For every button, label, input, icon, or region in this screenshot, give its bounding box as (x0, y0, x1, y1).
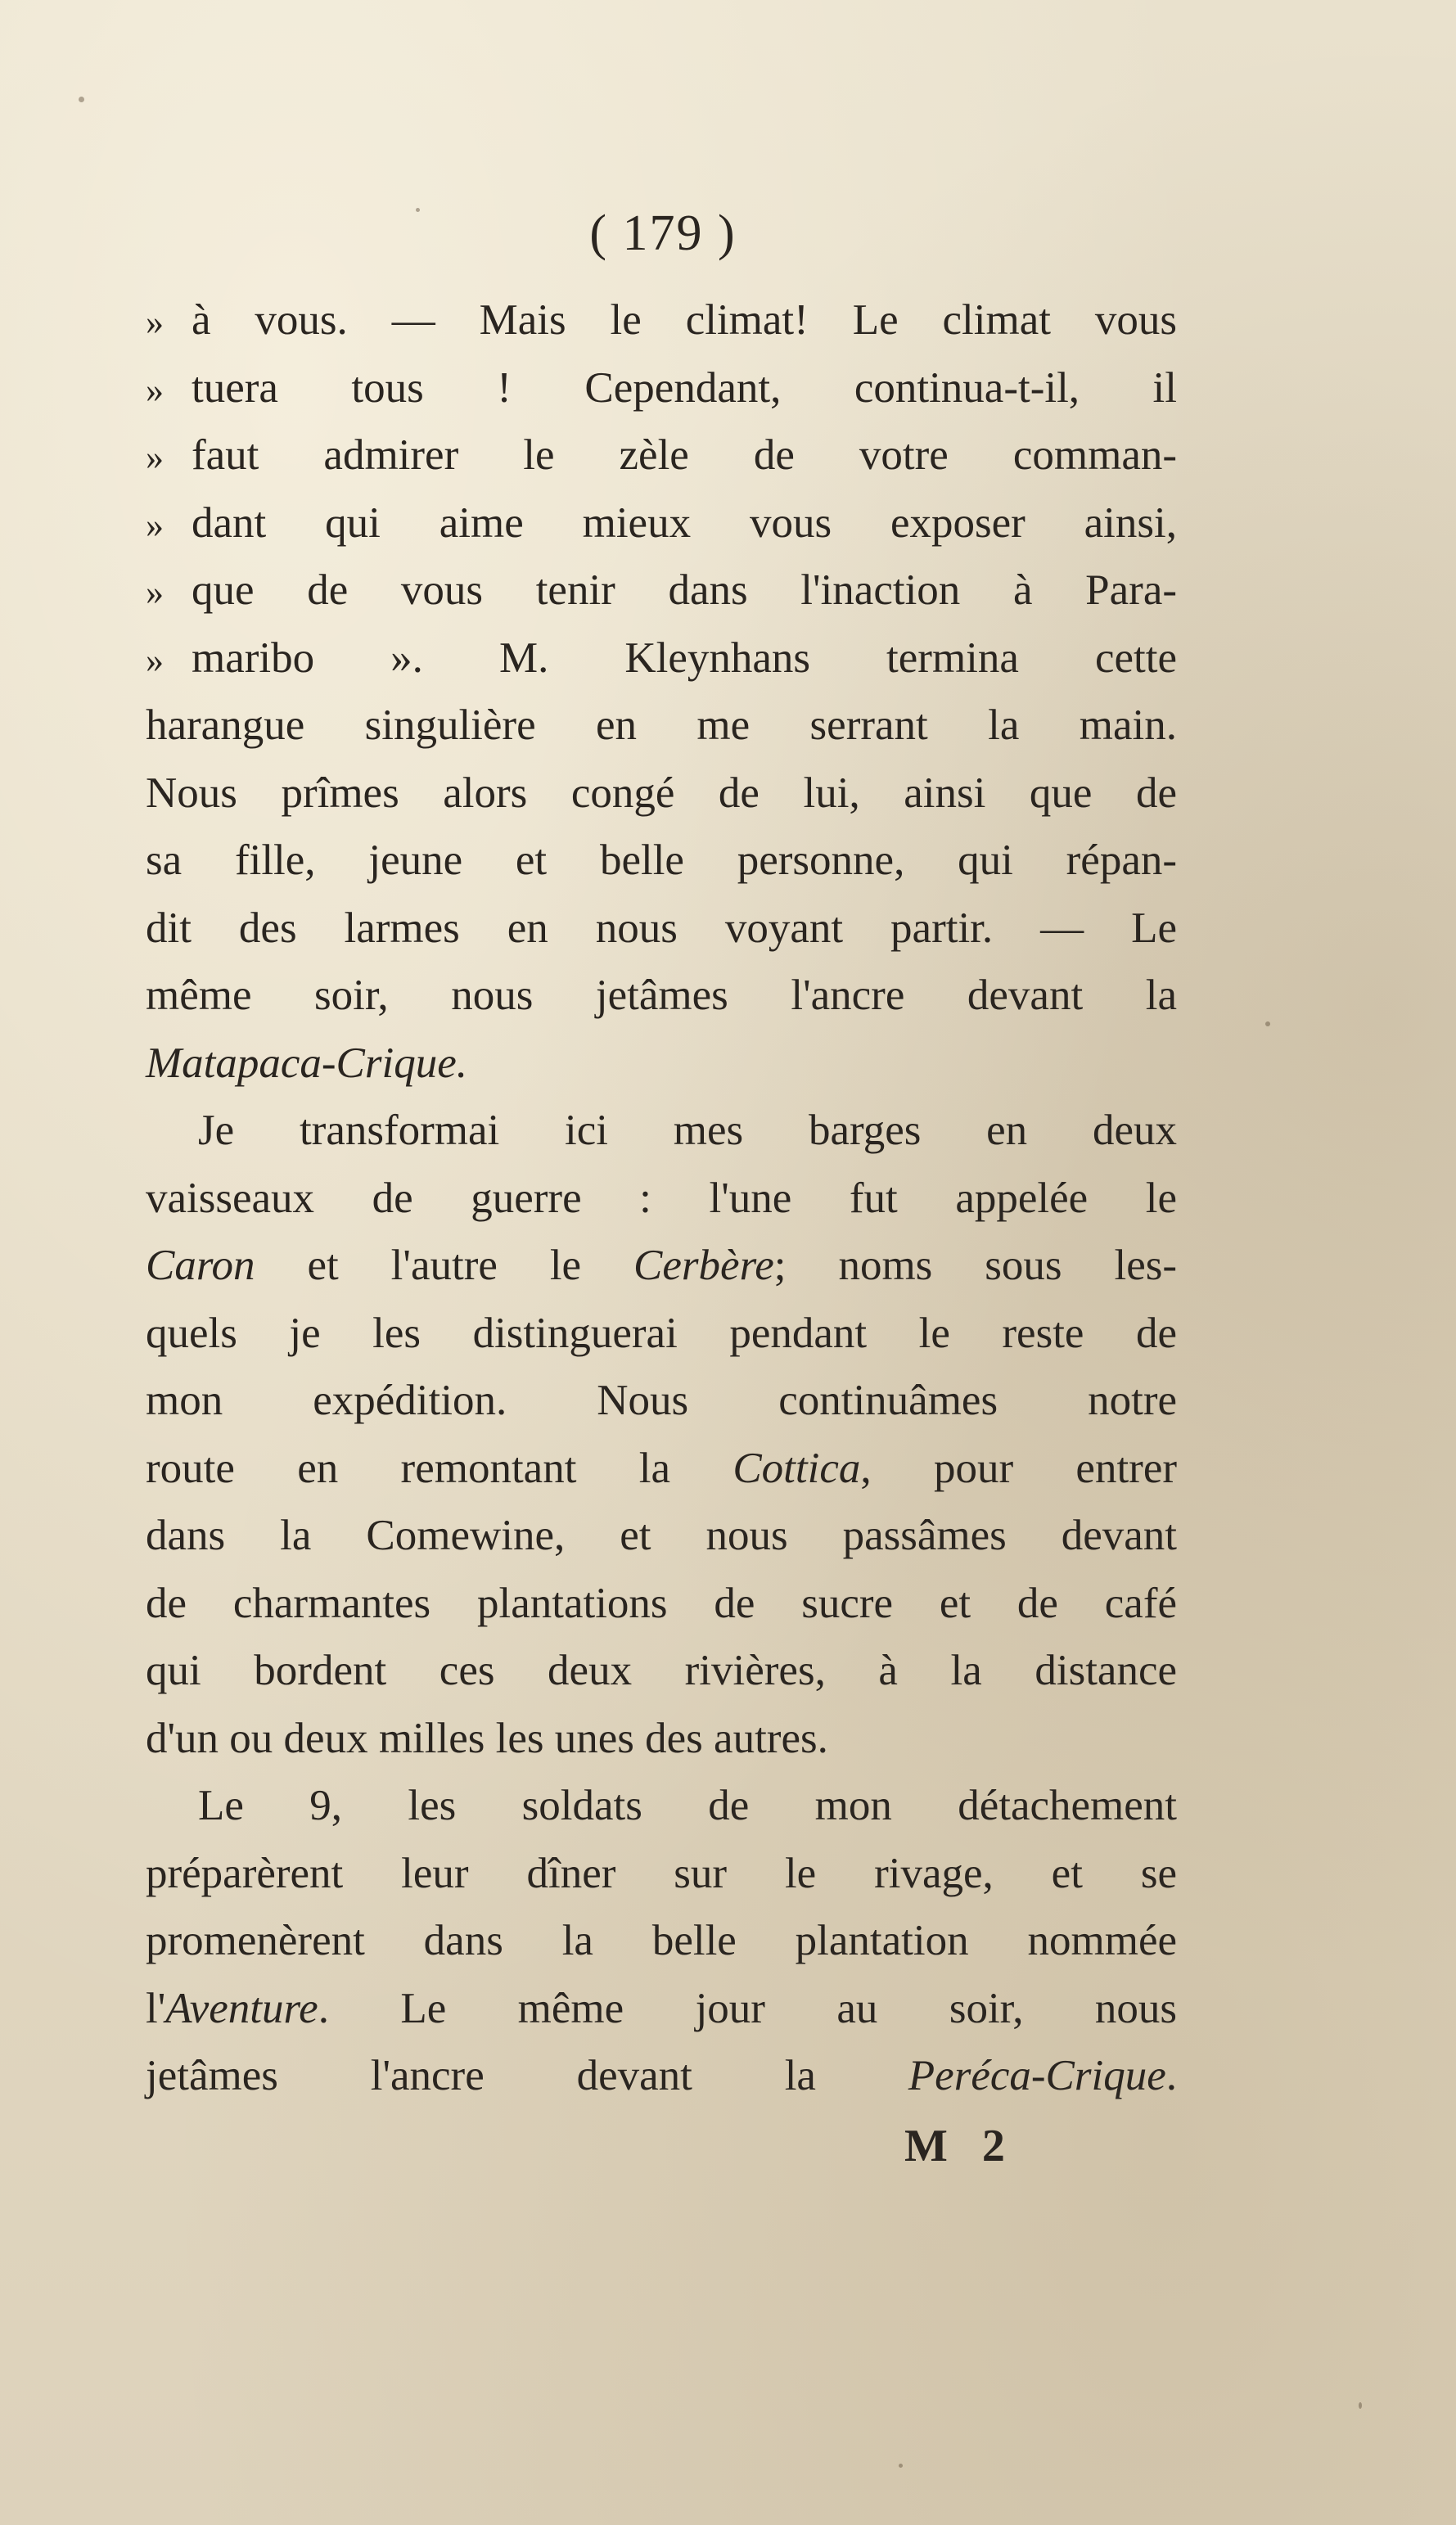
quote-mark: » (146, 369, 164, 410)
text-line-8-content: Nous prîmes alors congé de lui, ainsi que de (146, 769, 1177, 817)
text-line-7 (146, 692, 1177, 760)
text-line-25 (146, 1907, 1177, 1975)
text-line-24-content: préparèrent leur dîner sur le rivage, et se (146, 1849, 1177, 1897)
place-name-matapaca-crique: Matapaca-Crique. (146, 1039, 468, 1087)
text-line-9-content: sa fille, jeune et belle personne, qui répan- (146, 836, 1177, 884)
text-line-3-content: faut admirer le zèle de votre comman- (192, 431, 1177, 479)
text-line-13 (146, 1097, 1177, 1165)
text-line-19-content: dans la Comewine, et nous passâmes devant (146, 1512, 1177, 1559)
text-line-17 (146, 1367, 1177, 1435)
plantation-name-aventure: Aventure (165, 1984, 318, 2032)
text-line-15-part-2: et l'autre le (255, 1242, 634, 1289)
text-line-21-content: qui bordent ces deux rivières, à la distance (146, 1647, 1177, 1694)
text-line-27-part-1: jetâmes l'ancre devant la (146, 2052, 908, 2099)
text-line-10 (146, 895, 1177, 963)
text-line-18-part-3: , pour entrer (860, 1444, 1177, 1492)
text-line-22-content: d'un ou deux milles les unes des autres. (146, 1714, 828, 1762)
page-number: ( 179 ) (589, 205, 737, 261)
paper-speck (899, 2464, 903, 2468)
text-line-26-part-3: . Le même jour au soir, nous (318, 1984, 1177, 2032)
text-line-18-part-1: route en remontant la (146, 1444, 733, 1492)
paper-speck (79, 97, 84, 102)
text-line-27 (146, 2042, 1177, 2110)
text-line-22 (146, 1705, 1177, 1773)
text-line-4-content: dant qui aime mieux vous exposer ainsi, (192, 498, 1177, 547)
paper-speck (1265, 1021, 1270, 1026)
text-line-6-content: maribo ». M. Kleynhans termina cette (192, 634, 1177, 682)
ship-name-cerbere: Cerbère (633, 1242, 774, 1289)
text-line-19 (146, 1502, 1177, 1570)
text-line-13-content: Je transformai ici mes barges en deux (198, 1107, 1177, 1154)
quote-mark: » (146, 572, 164, 612)
text-line-5 (146, 557, 1177, 624)
text-line-11-content: même soir, nous jetâmes l'ancre devant la (146, 972, 1177, 1019)
text-line-23 (146, 1772, 1177, 1840)
text-line-16 (146, 1300, 1177, 1368)
text-line-11 (146, 962, 1177, 1030)
text-line-8 (146, 760, 1177, 827)
text-line-24 (146, 1840, 1177, 1908)
text-line-20-content: de charmantes plantations de sucre et de café (146, 1579, 1177, 1627)
text-line-15 (146, 1232, 1177, 1300)
text-line-16-content: quels je les distinguerai pendant le reste de (146, 1309, 1177, 1357)
text-line-4 (146, 489, 1177, 557)
text-line-1 (146, 286, 1177, 354)
text-line-10-content: dit des larmes en nous voyant partir. — Le (146, 904, 1177, 952)
text-line-2-content: tuera tous ! Cependant, continua-t-il, il (192, 363, 1177, 412)
text-line-26-part-1: l' (146, 1984, 166, 2032)
text-line-26 (146, 1975, 1177, 2043)
text-line-14-content: vaisseaux de guerre : l'une fut appelée le (146, 1174, 1177, 1222)
text-line-7-content: harangue singulière en me serrant la main. (146, 701, 1177, 749)
text-line-9 (146, 827, 1177, 895)
text-line-3 (146, 422, 1177, 489)
quote-mark: » (146, 302, 164, 342)
text-line-1-content: à vous. — Mais le climat! Le climat vous (192, 296, 1177, 344)
text-line-18 (146, 1435, 1177, 1503)
quote-mark: » (146, 437, 164, 477)
text-line-21 (146, 1637, 1177, 1705)
text-line-14 (146, 1165, 1177, 1233)
ship-name-caron: Caron (146, 1242, 255, 1289)
text-line-2 (146, 354, 1177, 422)
quote-mark: » (146, 504, 164, 545)
text-line-5-content: que de vous tenir dans l'inaction à Para- (192, 566, 1177, 614)
text-line-6 (146, 624, 1177, 692)
text-line-23-content: Le 9, les soldats de mon détachement (198, 1782, 1177, 1829)
text-line-20 (146, 1570, 1177, 1638)
signature-mark: M 2 (904, 2121, 1016, 2171)
text-line-27-part-3: . (1165, 2052, 1177, 2099)
paper-speck (1359, 2402, 1362, 2409)
text-line-15-part-4: ; noms sous les- (773, 1242, 1177, 1289)
place-name-pereca-crique: Peréca-Crique (908, 2052, 1166, 2099)
body-text (146, 286, 1177, 2110)
river-name-cottica: Cottica (733, 1444, 861, 1492)
quote-mark: » (146, 639, 164, 680)
text-line-25-content: promenèrent dans la belle plantation nommée (146, 1917, 1177, 1964)
text-line-12 (146, 1030, 1177, 1098)
text-line-17-content: mon expédition. Nous continuâmes notre (146, 1377, 1177, 1424)
